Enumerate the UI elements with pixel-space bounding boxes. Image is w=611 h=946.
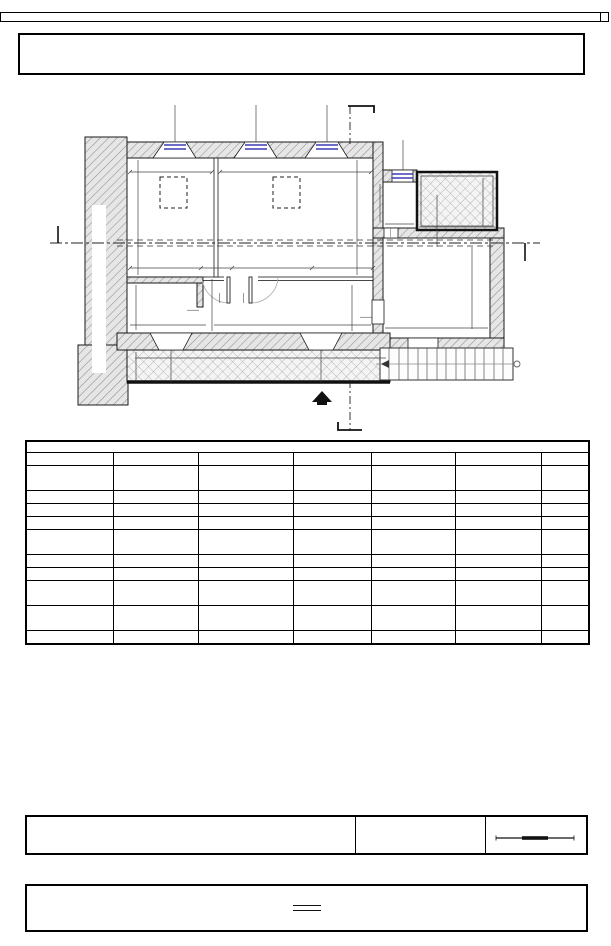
cell-rai bbox=[293, 503, 371, 516]
table-row bbox=[26, 503, 589, 516]
cell-sup-aperture bbox=[455, 490, 541, 503]
cell-accessoria bbox=[198, 503, 293, 516]
cell-aperture bbox=[371, 580, 455, 605]
balcone-slab bbox=[127, 350, 390, 382]
cell-locale bbox=[26, 529, 113, 554]
cell-locale bbox=[26, 630, 113, 644]
cell-sup-aperture bbox=[455, 503, 541, 516]
sheet-top-border-cell bbox=[600, 13, 608, 21]
cell-sup-rai bbox=[541, 466, 589, 491]
cell-rai bbox=[293, 630, 371, 644]
cell-sup-aperture bbox=[455, 605, 541, 630]
cell-locale bbox=[26, 490, 113, 503]
cell-aperture bbox=[371, 630, 455, 644]
entrata-arrow bbox=[312, 391, 332, 405]
table-row bbox=[26, 554, 589, 567]
col-sup-rai bbox=[541, 453, 589, 466]
cell-accessoria bbox=[198, 554, 293, 567]
cell-sup-rai bbox=[541, 490, 589, 503]
cell-rai bbox=[293, 567, 371, 580]
cell-aperture bbox=[371, 466, 455, 491]
cell-sup-rai bbox=[541, 580, 589, 605]
title-block bbox=[25, 815, 588, 855]
cell-sup-rai bbox=[541, 630, 589, 644]
scale-factor-cell bbox=[485, 817, 586, 853]
cell-locale bbox=[26, 580, 113, 605]
stairs-start-marker bbox=[514, 361, 520, 367]
table-header-row bbox=[26, 453, 589, 466]
camera-divider-wall bbox=[214, 158, 218, 277]
surface-table bbox=[25, 440, 588, 645]
table-row bbox=[26, 466, 589, 491]
cell-accessoria bbox=[198, 567, 293, 580]
col-aperture bbox=[371, 453, 455, 466]
next-sheet-title-box bbox=[25, 884, 588, 932]
cell-rai bbox=[293, 554, 371, 567]
cell-aperture bbox=[371, 490, 455, 503]
cell-accessoria bbox=[198, 516, 293, 529]
cell-accessoria bbox=[198, 529, 293, 554]
col-locale bbox=[26, 453, 113, 466]
col-superficie-accessoria bbox=[198, 453, 293, 466]
cell-aperture bbox=[371, 503, 455, 516]
cell-sup-rai bbox=[541, 503, 589, 516]
cell-aperture bbox=[371, 529, 455, 554]
cell-sup-aperture bbox=[455, 516, 541, 529]
cell-accessoria bbox=[198, 605, 293, 630]
col-rai bbox=[293, 453, 371, 466]
cell-utile bbox=[113, 630, 198, 644]
cell-rai bbox=[293, 490, 371, 503]
cell-utile bbox=[113, 567, 198, 580]
table-row bbox=[26, 490, 589, 503]
cell-sup-rai bbox=[541, 516, 589, 529]
cell-aperture bbox=[371, 516, 455, 529]
cell-aperture bbox=[371, 554, 455, 567]
cell-rai bbox=[293, 605, 371, 630]
cell-sup-rai bbox=[541, 554, 589, 567]
cell-locale bbox=[26, 554, 113, 567]
cell-utile bbox=[113, 554, 198, 567]
cell-rai bbox=[293, 466, 371, 491]
cell-locale bbox=[26, 503, 113, 516]
bottom-title bbox=[293, 905, 321, 911]
print-format-cell bbox=[355, 817, 485, 853]
cell-utile bbox=[113, 490, 198, 503]
table-row bbox=[26, 605, 589, 630]
cell-rai bbox=[293, 580, 371, 605]
cell-utile bbox=[113, 605, 198, 630]
cell-locale bbox=[26, 516, 113, 529]
staircase bbox=[376, 348, 520, 380]
table-row bbox=[26, 630, 589, 644]
terrazzo-slab bbox=[417, 172, 497, 230]
cell-sup-aperture bbox=[455, 466, 541, 491]
cell-sup-aperture bbox=[455, 630, 541, 644]
cell-aperture bbox=[371, 567, 455, 580]
cell-utile bbox=[113, 503, 198, 516]
table-row bbox=[26, 580, 589, 605]
cell-locale bbox=[26, 466, 113, 491]
sheet-title-box bbox=[18, 33, 585, 75]
cell-sup-rai bbox=[541, 529, 589, 554]
table-row bbox=[26, 516, 589, 529]
cell-accessoria bbox=[198, 466, 293, 491]
table-row bbox=[26, 529, 589, 554]
col-superficie-utile bbox=[113, 453, 198, 466]
cell-sup-aperture bbox=[455, 567, 541, 580]
cell-sup-rai bbox=[541, 567, 589, 580]
col-superficie-aperture bbox=[455, 453, 541, 466]
cell-sup-aperture bbox=[455, 580, 541, 605]
cell-sup-rai bbox=[541, 605, 589, 630]
floor-plan bbox=[0, 88, 611, 436]
cell-utile bbox=[113, 580, 198, 605]
cell-utile bbox=[113, 529, 198, 554]
cell-utile bbox=[113, 466, 198, 491]
cell-accessoria bbox=[198, 490, 293, 503]
lucernario-boxes bbox=[160, 177, 300, 208]
sheet-top-border bbox=[0, 12, 609, 22]
scale-bar bbox=[494, 829, 578, 842]
cell-sup-aperture bbox=[455, 554, 541, 567]
cell-utile bbox=[113, 516, 198, 529]
cell-locale bbox=[26, 605, 113, 630]
adjacent-band-gap bbox=[92, 205, 106, 373]
cell-accessoria bbox=[198, 580, 293, 605]
table-row bbox=[26, 567, 589, 580]
cell-accessoria bbox=[198, 630, 293, 644]
cell-rai bbox=[293, 529, 371, 554]
table-title bbox=[26, 441, 589, 453]
cell-locale bbox=[26, 567, 113, 580]
cell-sup-aperture bbox=[455, 529, 541, 554]
project-state-cell bbox=[27, 817, 355, 853]
cell-aperture bbox=[371, 605, 455, 630]
cell-rai bbox=[293, 516, 371, 529]
